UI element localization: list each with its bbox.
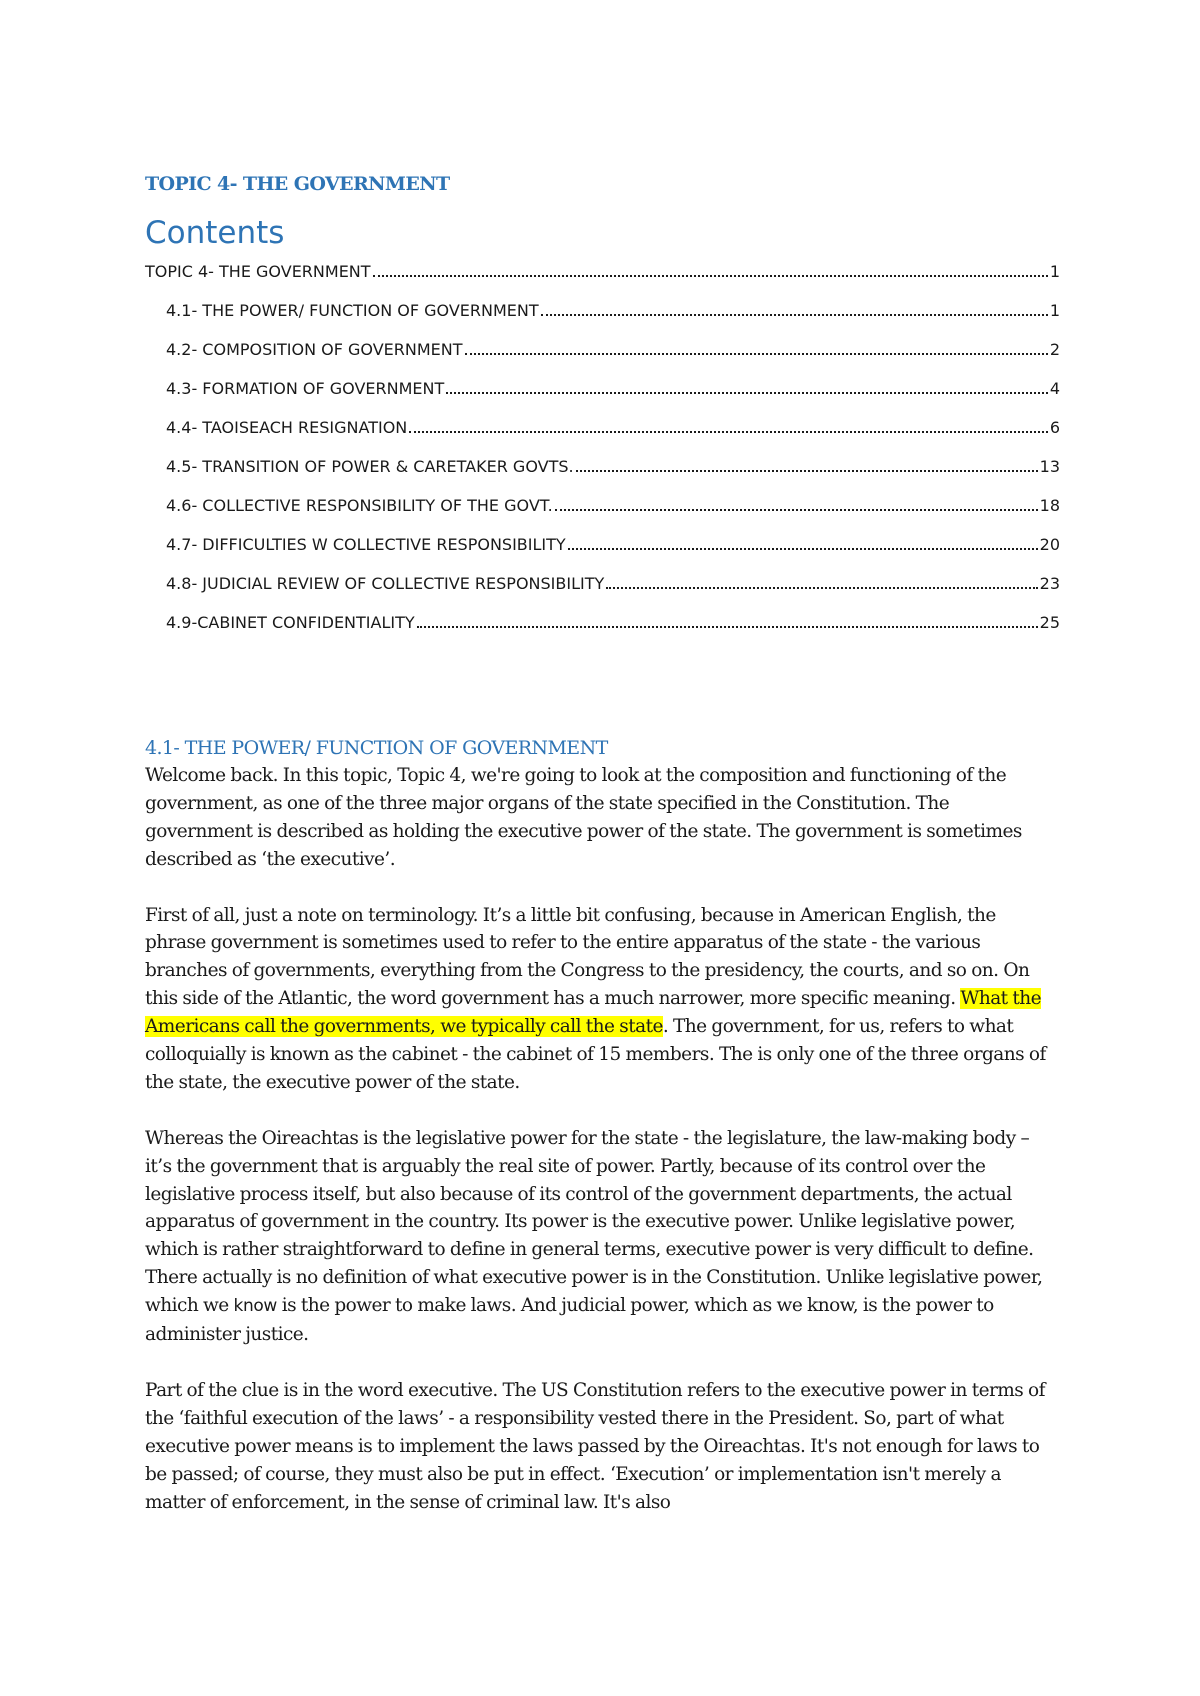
paragraph-2 <box>145 902 1060 1097</box>
toc-dot-leader <box>568 547 1038 550</box>
paragraph-2-text-after: . The government, for us, refers to what colloquially is known as the cabinet - the cabinet of 15 members. The is only one of the three organs of the state, the executive power of the state. <box>145 1016 1046 1093</box>
toc-page-number: 25 <box>1039 613 1060 632</box>
paragraph-3 <box>145 1125 1060 1349</box>
toc-entry-label: 4.8- JUDICIAL REVIEW OF COLLECTIVE RESPONSIBILITY <box>166 574 605 593</box>
toc-dot-leader <box>373 274 1048 277</box>
toc-dot-leader <box>541 313 1048 316</box>
toc-entry-label: TOPIC 4- THE GOVERNMENT <box>145 262 371 281</box>
toc-dot-leader <box>555 508 1038 511</box>
document-title: TOPIC 4- THE GOVERNMENT <box>145 173 450 195</box>
toc-entry-4-1[interactable] <box>145 299 1060 338</box>
toc-page-number: 18 <box>1039 496 1060 515</box>
paragraph-3-text-after: is the power to make laws. And judicial power, which as we know, is the power to administer justice. <box>145 1295 994 1346</box>
document-body <box>145 170 1060 1544</box>
paragraph-2-text-before: First of all, just a note on terminology. It’s a little bit confusing, because in American English, the phrase government is sometimes used to refer to the entire apparatus of the state - the various branches of governments, everything from the Congress to the presidency, the courts, and so on. On this side of the Atlantic, the word government has a much narrower, more specific meaning. <box>145 904 1030 1010</box>
toc-page-number: 1 <box>1049 262 1060 281</box>
toc-entry-label: 4.9-CABINET CONFIDENTIALITY <box>166 613 415 632</box>
toc-page-number: 23 <box>1039 574 1060 593</box>
toc-page-number: 6 <box>1049 418 1060 437</box>
toc-page-number: 2 <box>1049 340 1060 359</box>
toc-entry-label: 4.7- DIFFICULTIES W COLLECTIVE RESPONSIBILITY <box>166 535 566 554</box>
toc-entry-label: 4.5- TRANSITION OF POWER & CARETAKER GOVTS. <box>166 457 574 476</box>
toc-entry-4-7[interactable] <box>145 533 1060 572</box>
table-of-contents <box>145 260 1060 650</box>
toc-entry-4-2[interactable] <box>145 338 1060 377</box>
toc-entry-label: 4.6- COLLECTIVE RESPONSIBILITY OF THE GOVT. <box>166 496 553 515</box>
toc-dot-leader <box>446 391 1048 394</box>
section-heading-4-1: 4.1- THE POWER/ FUNCTION OF GOVERNMENT <box>145 737 608 759</box>
toc-entry-label: 4.3- FORMATION OF GOVERNMENT <box>166 379 445 398</box>
toc-page-number: 13 <box>1039 457 1060 476</box>
toc-dot-leader <box>576 469 1038 472</box>
toc-entry-label: 4.4- TAOISEACH RESIGNATION <box>166 418 408 437</box>
toc-dot-leader <box>465 352 1048 355</box>
contents-heading: Contents <box>145 215 285 251</box>
toc-page-number: 4 <box>1049 379 1060 398</box>
toc-entry-topic-4[interactable] <box>145 260 1060 299</box>
toc-page-number: 1 <box>1049 301 1060 320</box>
toc-entry-4-6[interactable] <box>145 494 1060 533</box>
paragraph-1: Welcome back. In this topic, Topic 4, we're going to look at the composition and functioning of the government, as one of the three major organs of the state specified in the Constitution. The government is described as holding the executive power of the state. The government is sometimes described as ‘the executive’. <box>145 765 1022 870</box>
toc-page-number: 20 <box>1039 535 1060 554</box>
toc-entry-4-9[interactable] <box>145 611 1060 650</box>
toc-entry-4-8[interactable] <box>145 572 1060 611</box>
paragraph-4: Part of the clue is in the word executive. The US Constitution refers to the executive power in terms of the ‘faithful execution of the laws’ - a responsibility vested there in the President. So, part of what executive power means is to implement the laws passed by the Oireachtas. It's not enough for laws to be passed; of course, they must also be put in effect. ‘Execution’ or implementation isn't merely a matter of enforcement, in the sense of criminal law. It's also <box>145 1379 1045 1513</box>
toc-dot-leader <box>417 625 1038 628</box>
toc-entry-4-3[interactable] <box>145 377 1060 416</box>
toc-entry-label: 4.2- COMPOSITION OF GOVERNMENT <box>166 340 463 359</box>
paragraph-3-word-know: know <box>233 1296 277 1317</box>
highlighted-text: What the Americans call the governments, we typically call the state <box>145 988 1042 1038</box>
toc-entry-label: 4.1- THE POWER/ FUNCTION OF GOVERNMENT <box>166 301 539 320</box>
toc-dot-leader <box>409 430 1048 433</box>
toc-dot-leader <box>606 586 1037 589</box>
paragraph-3-text-before: Whereas the Oireachtas is the legislative power for the state - the legislature, the law-making body – it’s the government that is arguably the real site of power. Partly, because of its control over the legislative process itself, but also because of its control of the government departments, the actual apparatus of government in the country. Its power is the executive power. Unlike legislative power, which is rather straightforward to define in general terms, executive power is very difficult to define. There actually is no definition of what executive power is in the Constitution. Unlike legislative power, which we <box>145 1127 1043 1317</box>
toc-entry-4-4[interactable] <box>145 416 1060 455</box>
toc-entry-4-5[interactable] <box>145 455 1060 494</box>
